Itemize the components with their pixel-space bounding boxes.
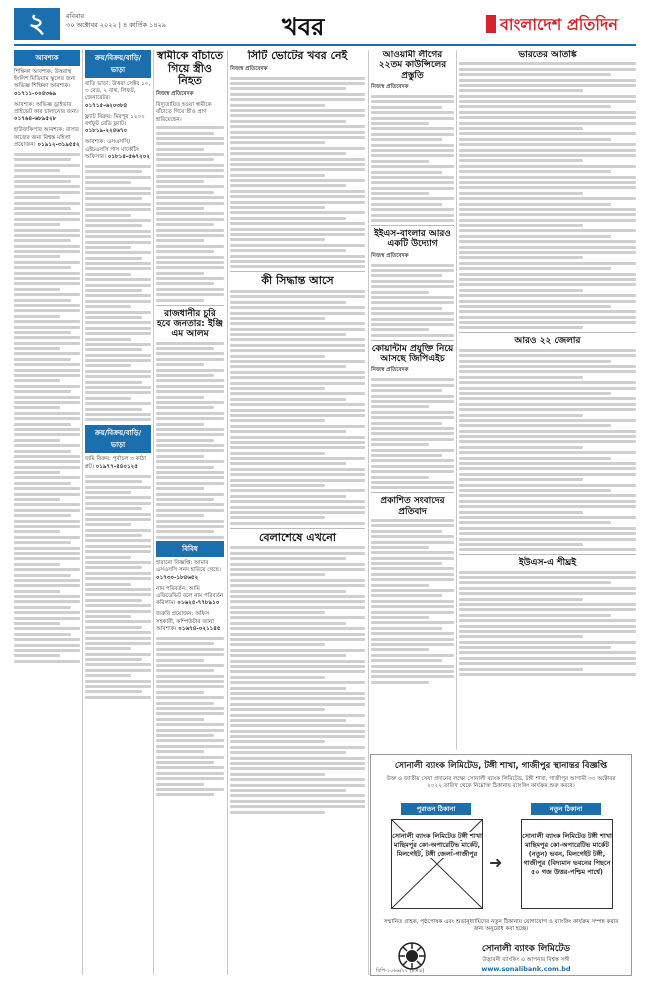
ad-footer-note: সম্মানিত গ্রাহক, পৃষ্ঠপোষক এবং শুভানুধ্যায়িদের নতুন ঠিকানায় যোগাযোগ ও ব্যাংকিং কার্যক্রম সম্পন্ন করার জন্য অনুরোধ করা হচ্ছে। <box>383 919 619 933</box>
new-address-label: নতুন ঠিকানা <box>531 803 601 815</box>
text-filler <box>85 475 151 699</box>
classified-item: আবশ্যক: অভিজ্ঞ ড্রাইভার প্রাইভেট কার চালানোর জন্য। ০১৭৬৪-৬৮৯৫২৮ <box>14 101 79 123</box>
column-rule <box>456 50 457 750</box>
news-col-3 <box>156 50 224 975</box>
story-byline: নিজস্ব প্রতিবেদক <box>230 65 268 72</box>
classified-item: হাউজকিপার আবশ্যক: বাসার কাজের জন্য বিশ্বস্ত মহিলা প্রয়োজন। ০১৯১২-৩১৯৫৫২ <box>14 127 80 148</box>
story-headline: সিটি ভোটের খবর নেই <box>247 50 348 62</box>
text-filler <box>459 62 636 329</box>
text-filler <box>230 290 365 525</box>
classified-item: বাড়ি ভাড়া: উত্তরা সেক্টর ১০, ৩ বেড, ২ বাথ, লিফট, জেনারেটর। ০১৭১৫-৬২০৩৮৪ <box>85 81 151 109</box>
text-filler <box>459 349 636 551</box>
news-col-6 <box>459 50 636 750</box>
story-headline: ইইএস-বাংলার আরও একটি উদ্যোগ <box>374 229 451 250</box>
story-headline: রাজধানীর চুরি হবে জনতার: ইঞ্জি এম আলম <box>157 308 223 340</box>
bank-tagline: উদ্ভাবনী ব্যাংকিং এ আপনার বিশ্বস্ত সঙ্গী <box>482 957 570 963</box>
ad-subtitle: উক্ত ও জাতীয় সেবা প্রদানের লক্ষ্যে সোনালী ব্যাংক লিমিটেড, টঙ্গী শাখা, গাজীপুর আগামী ৩০ অক্টোবর ২০২২ তারিখ থেকে নিম্নোক্ত ঠিকানায় ব্যাংকিং কার্যক্রম শুরু করবে। <box>386 776 616 790</box>
story-byline: নিজস্ব প্রতিবেদক <box>371 367 409 374</box>
classified-item: জমি বিক্রয়: পূর্বাচল ৩ কাঠা প্লট। ০১৯৭৭-৪৪০১২৫ <box>85 456 146 470</box>
dateline <box>66 12 236 30</box>
classified-item: নাম পরিবর্তন: আমি এফিডেভিট বলে নাম পরিবর্তন করিলাম। ০১৬২৫-৭৭৮৯১০ <box>156 585 224 607</box>
story-headline: আওয়ামী লীগের ২২তম কাউন্সিলের প্রস্তুতি <box>378 50 447 81</box>
masthead-rule <box>14 44 636 46</box>
text-filler <box>156 342 224 539</box>
column-rule <box>368 50 369 975</box>
day-label: রবিবার <box>66 12 85 20</box>
news-col-5 <box>371 50 454 750</box>
column-rule <box>153 50 154 975</box>
story-headline: বেলাশেষে এখনো <box>259 530 336 544</box>
news-col-4 <box>230 50 365 975</box>
bank-name: সোনালী ব্যাংক লিমিটেড <box>481 944 571 954</box>
ad-brand <box>431 941 621 973</box>
logo-mark-icon <box>486 15 496 33</box>
story-headline: ইউএস-এ শীঘ্রই <box>518 558 577 569</box>
story-headline: প্রকাশিত সংবাদের প্রতিবাদ <box>380 496 445 517</box>
story-headline: কী সিদ্ধান্ত আসে <box>261 274 334 288</box>
column-rule <box>82 50 83 975</box>
story-byline: নিজস্ব প্রতিবেদক <box>371 84 409 91</box>
text-filler <box>371 519 454 684</box>
new-address-box <box>521 819 613 909</box>
story-headline: আরও ২২ জেলার <box>514 336 581 347</box>
category-heading: আবশ্যক <box>14 50 80 66</box>
classifieds-col-1 <box>14 50 80 975</box>
bank-advertisement <box>370 754 632 976</box>
ad-code: বিপি-১০৬৬/২২ (৮×৪) <box>376 968 425 974</box>
text-filler <box>230 546 365 813</box>
classifieds-col-2 <box>85 50 151 975</box>
text-filler <box>371 264 454 337</box>
text-filler <box>371 378 454 489</box>
category-heading: ক্রয়/বিক্রয়/বাড়ি/ভাড়া <box>85 50 151 78</box>
text-filler <box>459 571 636 676</box>
text-filler <box>156 637 224 796</box>
text-filler <box>85 165 151 421</box>
classified-item: জরুরি প্রয়োজন: অফিস সহকারী, কম্পিউটার জানা আবশ্যক। ০১৬৭৪-০২১১৪৫ <box>156 611 221 632</box>
date-label: ৩০ অক্টোবর ২০২২ | ৪ কার্তিক ১৪২৯ <box>66 21 167 29</box>
story-headline: ভারতের আতঙ্কি <box>518 50 577 60</box>
bank-emblem-icon <box>397 941 427 971</box>
category-heading: বিবিধ <box>156 541 224 557</box>
classified-item: আবশ্যক: এসএসসি/এইচএসসি পাস মার্কেটিং অফিসার। ০১৮১৪-৫৬৭২০২ <box>85 139 151 160</box>
story-byline: নিজস্ব প্রতিবেদক <box>156 90 194 97</box>
section-title: খবর <box>282 13 325 41</box>
text-filler <box>156 126 224 302</box>
logo-text: বাংলাদেশ প্রতিদিন <box>500 15 618 34</box>
category-heading: ক্রয়/বিক্রয়/বাড়ি/ভাড়া <box>85 425 151 453</box>
bank-website: www.sonalibank.com.bd <box>481 965 571 973</box>
old-address-text: সোনালী ব্যাংক লিমিটেড টঙ্গী শাখা মাছিমপুর কো-অপারেটিভ মার্কেট, মিলগেইট, টঙ্গী জেলা-গাজীপুর <box>392 832 482 858</box>
ad-title: সোনালী ব্যাংক লিমিটেড, টঙ্গী শাখা, গাজীপুর স্থানান্তর বিজ্ঞপ্তি <box>394 761 608 771</box>
text-filler <box>14 153 80 663</box>
classified-item: শিক্ষিকা আবশ্যক: উত্তরাস্থ ইংলিশ মিডিয়াম স্কুলের জন্য অভিজ্ঞ শিক্ষিকা আবশ্যক। ০১৭১১-০০৪৩৬৯ <box>14 69 76 97</box>
classified-item: ফ্ল্যাট বিক্রয়: মিরপুর ১২০০ বর্গফুট রেডি ফ্ল্যাট। ০১৮১৯-২২৪৬৭০ <box>85 113 145 135</box>
newspaper-logo <box>486 10 636 38</box>
column-rule <box>227 50 228 975</box>
arrow-right-icon: ➜ <box>489 853 503 872</box>
masthead <box>14 8 636 42</box>
story-headline: কোয়ান্টাম প্রযুক্তি নিয়ে আসছে জিপিএইচ <box>371 343 454 365</box>
old-address-label: পুরাতন ঠিকানা <box>401 803 471 815</box>
text-filler <box>230 77 365 269</box>
story-headline: স্বামীকে বাঁচাতে গিয়ে স্ত্রীও নিহত <box>156 50 224 88</box>
page-number: ২ <box>14 8 60 40</box>
text-filler <box>371 95 454 222</box>
new-address-text: সোনালী ব্যাংক লিমিটেড টঙ্গী শাখা মাছিমপুর কো-অপারেটিভ মার্কেট (নতুন) ভবন, মিলগেইট টঙ্গী, গাজীপুর (বিদ্যমান ভবনের পিছনে ৫০ গজ উত্তর-পশ্চিম পার্শ্বে) <box>522 832 612 876</box>
classified-item: হারানো বিজ্ঞপ্তি: আমার এসএসসি সনদ হারিয়ে গেছে। ০১৭৩০-১৮৪৬৫২ <box>156 560 221 581</box>
story-lead: বিদ্যুতায়িত হওয়া স্বামীকে বাঁচাতে গিয়ে স্ত্রীও প্রাণ হারিয়েছেন। <box>156 101 212 123</box>
story-byline: নিজস্ব প্রতিবেদক <box>371 252 409 259</box>
old-address-box <box>391 819 483 909</box>
